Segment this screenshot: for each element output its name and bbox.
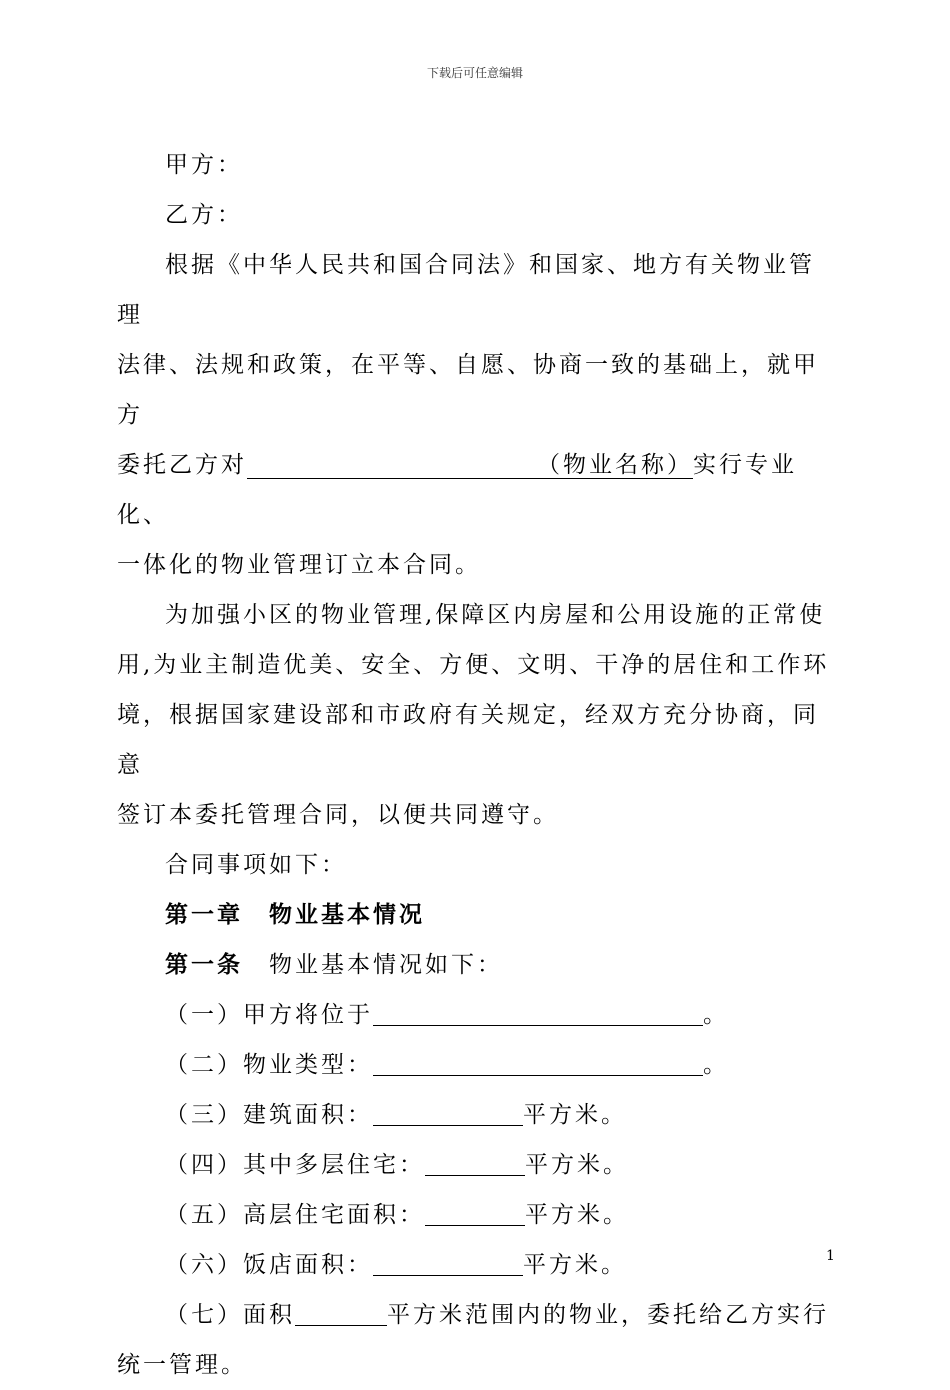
intro-prefix: 委托乙方对 — [117, 452, 247, 478]
chapter-title: 物业基本情况 — [269, 901, 425, 928]
page-header: 下载后可任意编辑 — [426, 66, 523, 80]
article-line — [117, 940, 837, 990]
article-text: 物业基本情况如下： — [269, 952, 503, 978]
item-managed-area-cont: 统一管理。 — [117, 1352, 247, 1378]
purpose-line: 境，根据国家建设部和市政府有关规定，经双方充分协商，同意 — [117, 702, 819, 778]
matters-line: 合同事项如下： — [165, 852, 347, 878]
intro-line: 法律、法规和政策，在平等、自愿、协商一致的基础上，就甲方 — [117, 352, 819, 428]
intro-line — [117, 440, 837, 540]
article-label: 第一条 — [165, 951, 243, 978]
party-a-line: 甲方： — [165, 152, 243, 178]
intro-paragraph — [117, 240, 837, 590]
document-body — [117, 140, 837, 1390]
hotel-area-blank — [373, 1249, 523, 1276]
building-area-blank — [373, 1099, 523, 1126]
chapter-label: 第一章 — [165, 901, 243, 928]
type-blank — [373, 1049, 703, 1076]
item-location: （一）甲方将位于 。 — [117, 990, 837, 1040]
item-highrise-area: （五）高层住宅面积： 平方米。 — [117, 1190, 837, 1240]
item-hotel-area: （六）饭店面积： 平方米。 — [117, 1240, 837, 1290]
page-number: 1 — [826, 1248, 835, 1264]
property-name-blank — [247, 452, 693, 479]
purpose-line: 签订本委托管理合同，以便共同遵守。 — [117, 802, 559, 828]
item-type: （二）物业类型： 。 — [117, 1040, 837, 1090]
intro-suffix: 实行专业化、 — [117, 452, 797, 528]
chapter-heading — [117, 890, 837, 940]
item-multistory-area: （四）其中多层住宅： 平方米。 — [117, 1140, 837, 1190]
purpose-line: 用,为业主制造优美、安全、方便、文明、干净的居住和工作环 — [117, 652, 830, 678]
intro-line: 根据《中华人民共和国合同法》和国家、地方有关物业管理 — [117, 252, 815, 328]
intro-line: 一体化的物业管理订立本合同。 — [117, 552, 481, 578]
multistory-area-blank — [425, 1149, 525, 1176]
managed-area-blank — [295, 1299, 387, 1326]
property-name-label: （物业名称） — [537, 452, 693, 478]
location-blank — [373, 999, 703, 1026]
purpose-line: 为加强小区的物业管理,保障区内房屋和公用设施的正常使 — [165, 602, 826, 628]
purpose-paragraph — [117, 590, 837, 840]
item-building-area: （三）建筑面积： 平方米。 — [117, 1090, 837, 1140]
item-managed-area: （七）面积 平方米范围内的物业，委托给乙方实行 — [117, 1290, 837, 1340]
party-b-line: 乙方： — [165, 202, 243, 228]
highrise-area-blank — [425, 1199, 525, 1226]
